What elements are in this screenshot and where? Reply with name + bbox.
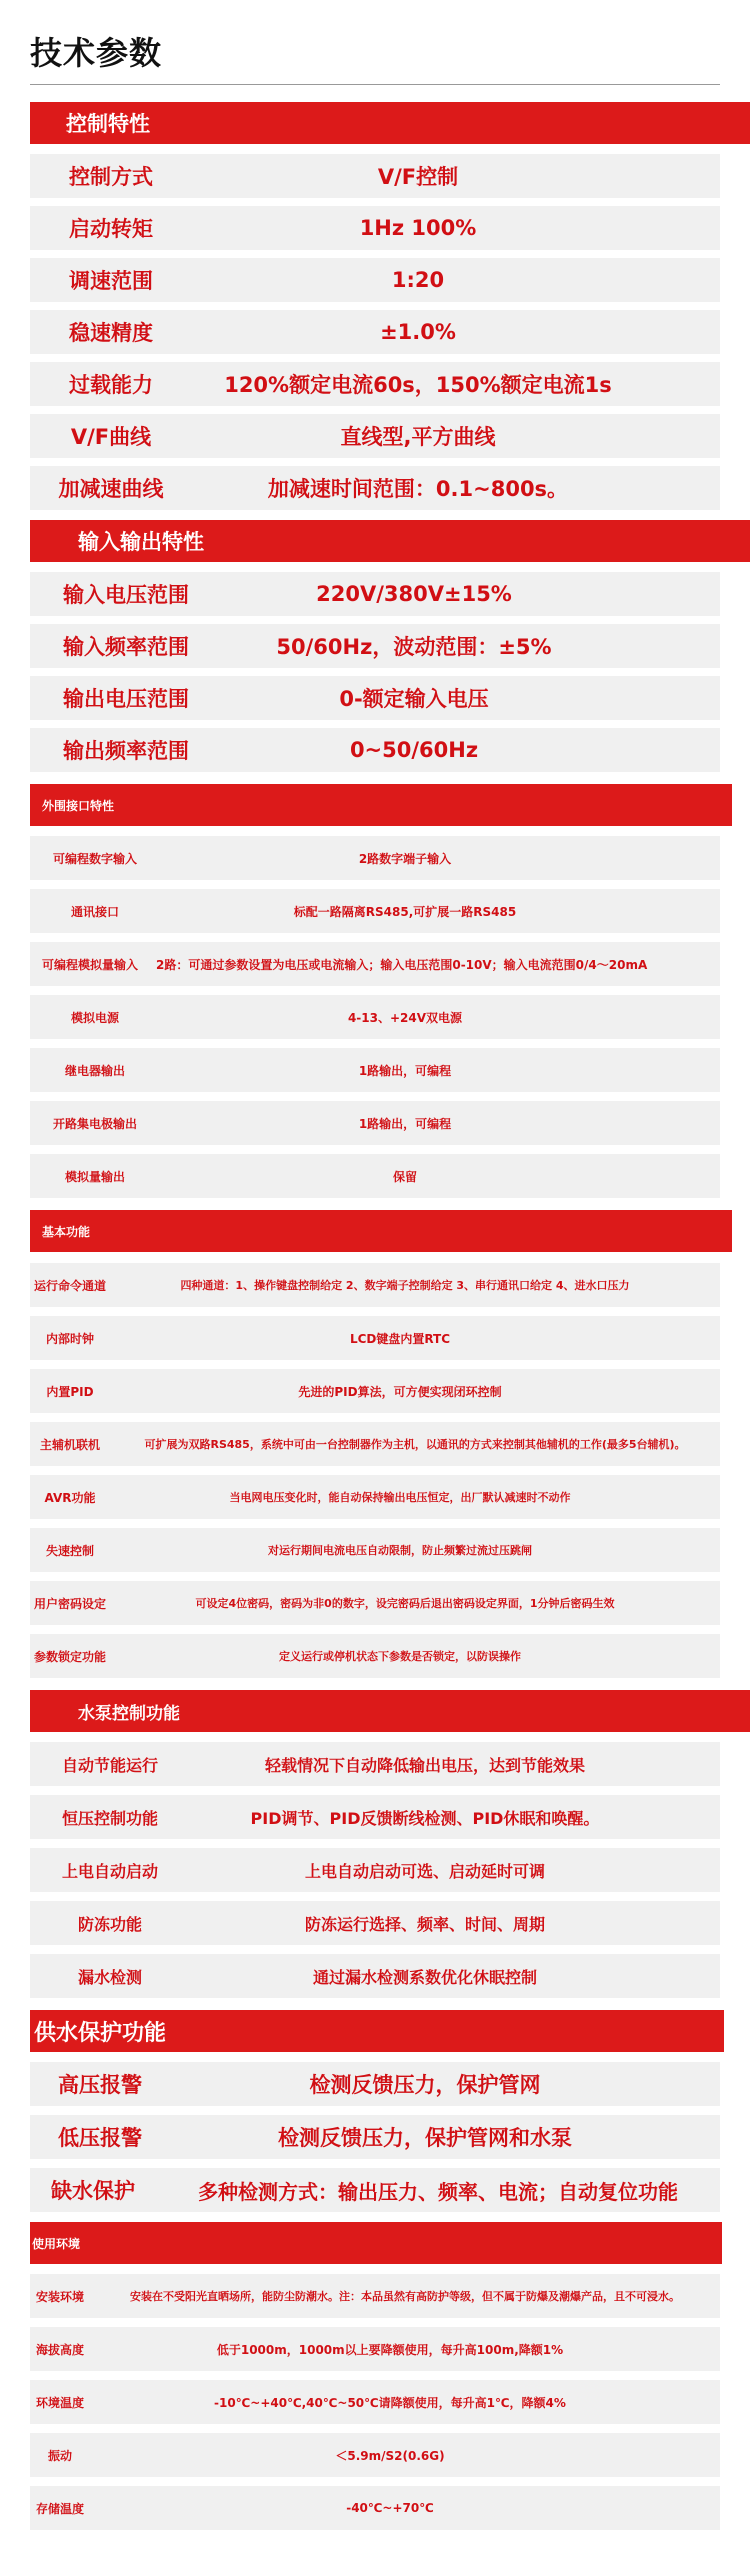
row-label: 低压报警 bbox=[58, 2126, 142, 2150]
row-label: 存储温度 bbox=[35, 2501, 84, 2516]
row-value: 120%额定电流60s，150%额定电流1s bbox=[224, 373, 612, 397]
row-label: 输出频率范围 bbox=[63, 739, 189, 763]
table-row bbox=[30, 2433, 720, 2477]
row-label: 调速范围 bbox=[69, 269, 153, 293]
row-value: 标配一路隔离RS485,可扩展一路RS485 bbox=[293, 904, 517, 919]
table-row bbox=[30, 154, 720, 198]
row-value: 1路输出，可编程 bbox=[358, 1063, 452, 1078]
title-divider bbox=[30, 84, 720, 85]
row-label: 开路集电极输出 bbox=[52, 1116, 137, 1131]
row-value: 对运行期间电流电压自动限制，防止频繁过流过压跳闸 bbox=[268, 1544, 532, 1557]
table-row bbox=[30, 258, 720, 302]
table-row bbox=[30, 889, 720, 933]
row-label: 运行命令通道 bbox=[33, 1278, 106, 1293]
table-row bbox=[30, 362, 720, 406]
table-row bbox=[30, 206, 720, 250]
row-value: 可扩展为双路RS485，系统中可由一台控制器作为主机，以通讯的方式来控制其他辅机的工作(最多5台辅机)。 bbox=[144, 1438, 686, 1451]
row-label: 海拔高度 bbox=[35, 2342, 84, 2357]
row-label: 恒压控制功能 bbox=[61, 1808, 158, 1828]
row-value: 2路数字端子输入 bbox=[358, 851, 452, 866]
row-value: 低于1000m，1000m以上要降额使用，每升高100m,降额1% bbox=[216, 2342, 564, 2357]
table-row bbox=[30, 2380, 720, 2424]
table-row bbox=[30, 572, 720, 616]
row-value: 检测反馈压力，保护管网 bbox=[309, 2073, 541, 2097]
row-label: 环境温度 bbox=[35, 2395, 84, 2410]
table-row bbox=[30, 2274, 720, 2318]
row-value: ＜5.9m/S2(0.6G) bbox=[335, 2448, 445, 2463]
section-header-io: 输入输出特性 bbox=[30, 520, 750, 562]
row-value: 上电自动启动可选、启动延时可调 bbox=[304, 1861, 545, 1881]
row-value: 50/60Hz，波动范围：±5% bbox=[276, 635, 552, 659]
table-row bbox=[30, 2115, 720, 2159]
row-value: 1:20 bbox=[391, 268, 445, 292]
row-value: 通过漏水检测系数优化休眠控制 bbox=[312, 1967, 537, 1987]
row-value: 轻载情况下自动降低输出电压，达到节能效果 bbox=[264, 1755, 585, 1775]
row-label: 输出电压范围 bbox=[63, 687, 189, 711]
row-value: ±1.0% bbox=[380, 320, 456, 344]
row-label: 防冻功能 bbox=[77, 1914, 142, 1934]
row-label: 参数锁定功能 bbox=[33, 1649, 106, 1664]
row-label: 稳速精度 bbox=[69, 321, 153, 345]
table-row bbox=[30, 1369, 720, 1413]
row-value: 直线型,平方曲线 bbox=[340, 425, 496, 449]
table-row bbox=[30, 942, 720, 986]
table-row bbox=[30, 1154, 720, 1198]
table-row bbox=[30, 2062, 720, 2106]
row-label: 用户密码设定 bbox=[33, 1596, 106, 1611]
table-row bbox=[30, 1475, 720, 1519]
row-value: 2路：可通过参数设置为电压或电流输入；输入电压范围0-10V；输入电流范围0/4～20mA bbox=[156, 957, 648, 972]
section-header-interfaces: 外围接口特性 bbox=[30, 784, 732, 826]
row-label: 输入电压范围 bbox=[63, 583, 189, 607]
row-label: 控制方式 bbox=[69, 165, 153, 189]
row-label: 启动转矩 bbox=[69, 217, 153, 241]
row-label: 加减速曲线 bbox=[58, 477, 164, 501]
row-label: 缺水保护 bbox=[51, 2179, 135, 2203]
section-header-control: 控制特性 bbox=[30, 102, 750, 144]
row-label: 内置PID bbox=[46, 1384, 94, 1399]
table-row bbox=[30, 1581, 720, 1625]
table-row bbox=[30, 1742, 720, 1786]
row-label: 上电自动启动 bbox=[61, 1861, 158, 1881]
row-value: 加减速时间范围：0.1~800s。 bbox=[267, 477, 569, 501]
row-value: 定义运行或停机状态下参数是否锁定，以防误操作 bbox=[279, 1650, 521, 1663]
row-value: 0~50/60Hz bbox=[349, 738, 479, 762]
row-value: V/F控制 bbox=[377, 165, 459, 189]
table-row bbox=[30, 1848, 720, 1892]
row-value: 220V/380V±15% bbox=[316, 582, 512, 606]
table-row bbox=[30, 624, 720, 668]
row-value: 检测反馈压力，保护管网和水泵 bbox=[278, 2126, 572, 2150]
row-label: 模拟电源 bbox=[70, 1010, 119, 1025]
row-label: 失速控制 bbox=[45, 1543, 94, 1558]
table-row bbox=[30, 414, 720, 458]
row-label: 振动 bbox=[47, 2448, 72, 2463]
row-label: 安装环境 bbox=[35, 2289, 84, 2304]
row-label: 自动节能运行 bbox=[61, 1755, 158, 1775]
row-label: 内部时钟 bbox=[45, 1331, 94, 1346]
row-label: 模拟量输出 bbox=[64, 1169, 125, 1184]
table-row bbox=[30, 2168, 720, 2212]
section-header-pump: 水泵控制功能 bbox=[30, 1690, 750, 1732]
row-label: 通讯接口 bbox=[70, 904, 119, 919]
row-value: -40℃~+70℃ bbox=[346, 2501, 434, 2515]
row-label: V/F曲线 bbox=[70, 425, 152, 449]
section-header-protection: 供水保护功能 bbox=[30, 2010, 724, 2052]
section-header-environment: 使用环境 bbox=[30, 2222, 722, 2264]
row-value: 先进的PID算法，可方便实现闭环控制 bbox=[298, 1384, 502, 1399]
page-title: 技术参数 bbox=[30, 34, 163, 72]
row-value: -10℃~+40℃,40℃~50℃请降额使用，每升高1℃，降额4% bbox=[214, 2395, 566, 2410]
table-row bbox=[30, 2327, 720, 2371]
row-value: LCD键盘内置RTC bbox=[349, 1331, 451, 1346]
section-header-basic: 基本功能 bbox=[30, 1210, 732, 1252]
row-value: 四种通道：1、操作键盘控制给定 2、数字端子控制给定 3、串行通讯口给定 4、进水口压力 bbox=[180, 1279, 630, 1292]
table-row bbox=[30, 1795, 720, 1839]
row-label: 继电器输出 bbox=[64, 1063, 125, 1078]
row-label: 可编程数字输入 bbox=[52, 851, 137, 866]
table-row bbox=[30, 1263, 720, 1307]
table-row bbox=[30, 836, 720, 880]
row-value: 可设定4位密码，密码为非0的数字，设完密码后退出密码设定界面，1分钟后密码生效 bbox=[195, 1597, 615, 1610]
table-row bbox=[30, 1101, 720, 1145]
row-value: 当电网电压变化时，能自动保持输出电压恒定，出厂默认减速时不动作 bbox=[229, 1491, 571, 1504]
table-row bbox=[30, 1634, 720, 1678]
table-row bbox=[30, 1422, 720, 1466]
row-label: 高压报警 bbox=[58, 2073, 142, 2097]
row-value: 1路输出，可编程 bbox=[358, 1116, 452, 1131]
row-value: 保留 bbox=[392, 1169, 417, 1184]
table-row bbox=[30, 1048, 720, 1092]
row-value: PID调节、PID反馈断线检测、PID休眠和唤醒。 bbox=[250, 1808, 600, 1828]
table-row bbox=[30, 676, 720, 720]
table-row bbox=[30, 1954, 720, 1998]
row-value: 1Hz 100% bbox=[359, 216, 477, 240]
row-label: 可编程模拟量输入 bbox=[41, 957, 138, 972]
row-value: 0-额定输入电压 bbox=[339, 687, 489, 711]
table-row bbox=[30, 310, 720, 354]
row-label: 输入频率范围 bbox=[63, 635, 189, 659]
row-value: 多种检测方式：输出压力、频率、电流；自动复位功能 bbox=[198, 2179, 678, 2204]
row-label: 主辅机联机 bbox=[39, 1437, 100, 1452]
row-label: AVR功能 bbox=[44, 1490, 96, 1505]
table-row bbox=[30, 1528, 720, 1572]
row-value: 4-13、+24V双电源 bbox=[347, 1010, 463, 1025]
table-row bbox=[30, 2486, 720, 2530]
row-label: 过载能力 bbox=[69, 373, 153, 397]
row-value: 安装在不受阳光直晒场所，能防尘防潮水。注：本品虽然有高防护等级，但不属于防爆及潮爆产品，且不可浸水。 bbox=[130, 2290, 680, 2303]
table-row bbox=[30, 995, 720, 1039]
row-label: 漏水检测 bbox=[77, 1967, 142, 1987]
row-value: 防冻运行选择、频率、时间、周期 bbox=[304, 1914, 545, 1934]
table-row bbox=[30, 1901, 720, 1945]
table-row bbox=[30, 466, 720, 510]
table-row bbox=[30, 728, 720, 772]
table-row bbox=[30, 1316, 720, 1360]
